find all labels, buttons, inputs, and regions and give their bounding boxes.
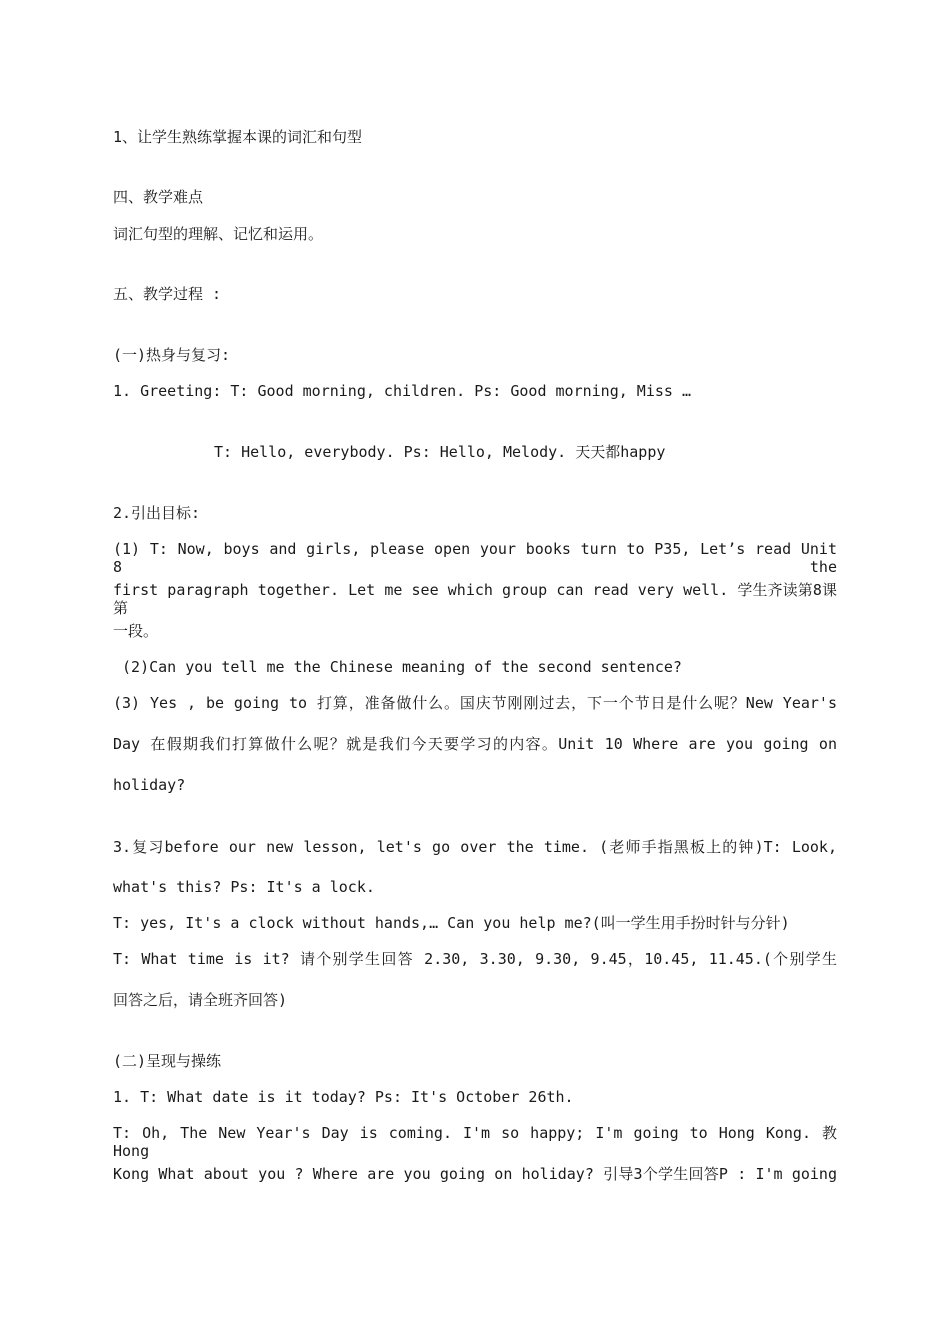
difficulty-text: 词汇句型的理解、记忆和运用。 — [113, 225, 324, 243]
goal-line-2: first paragraph together. Let me see which group can read very well. 学生齐读第8课第 — [113, 581, 837, 617]
section-heading-process: 五、教学过程 : — [113, 285, 222, 303]
goal-line-4: (2)Can you tell me the Chinese meaning of the second sentence? — [113, 658, 682, 676]
greeting-line: 1. Greeting: T: Good morning, children. Ps: Good morning, Miss … — [113, 382, 691, 400]
goal-line-3: 一段。 — [113, 622, 159, 640]
goal-line-6: Day 在假期我们打算做什么呢？就是我们今天要学习的内容。Unit 10 Where are you going on — [113, 735, 837, 753]
review-line-5: 回答之后，请全班齐回答) — [113, 991, 288, 1009]
presentation-line-1: 1. T: What date is it today? Ps: It's October 26th. — [113, 1088, 574, 1106]
review-line-3: T: yes, It's a clock without hands,… Can you help me?(叫一学生用手扮时针与分针) — [113, 914, 790, 932]
review-line-2: what's this? Ps: It's a lock. — [113, 878, 375, 896]
subheading-goal: 2.引出目标: — [113, 504, 201, 522]
goal-line-1: (1) T: Now, boys and girls, please open your books turn to P35, Let’s read Unit 8 the — [113, 540, 837, 576]
goal-line-7: holiday? — [113, 776, 186, 794]
greeting-line-2: T: Hello, everybody. Ps: Hello, Melody. 天天都happy — [214, 443, 666, 461]
review-line-1: 3.复习before our new lesson, let's go over the time. (老师手指黑板上的钟)T: Look, — [113, 838, 837, 856]
presentation-line-2: T: Oh, The New Year's Day is coming. I'm so happy; I'm going to Hong Kong. 教Hong — [113, 1124, 837, 1160]
section-heading-difficulty: 四、教学难点 — [113, 188, 204, 206]
subheading-presentation: (二)呈现与操练 — [113, 1052, 222, 1070]
goal-line-5: (3) Yes , be going to 打算，准备做什么。国庆节刚刚过去，下一个节日是什么呢？New Year's — [113, 694, 837, 712]
subheading-warmup: (一)热身与复习: — [113, 346, 231, 364]
presentation-line-3: Kong What about you ? Where are you going on holiday? 引导3个学生回答P : I'm going — [113, 1165, 837, 1183]
review-line-4: T: What time is it? 请个别学生回答 2.30, 3.30, 9.30, 9.45，10.45, 11.45.(个别学生 — [113, 950, 837, 968]
objective-line: 1、让学生熟练掌握本课的词汇和句型 — [113, 128, 363, 146]
